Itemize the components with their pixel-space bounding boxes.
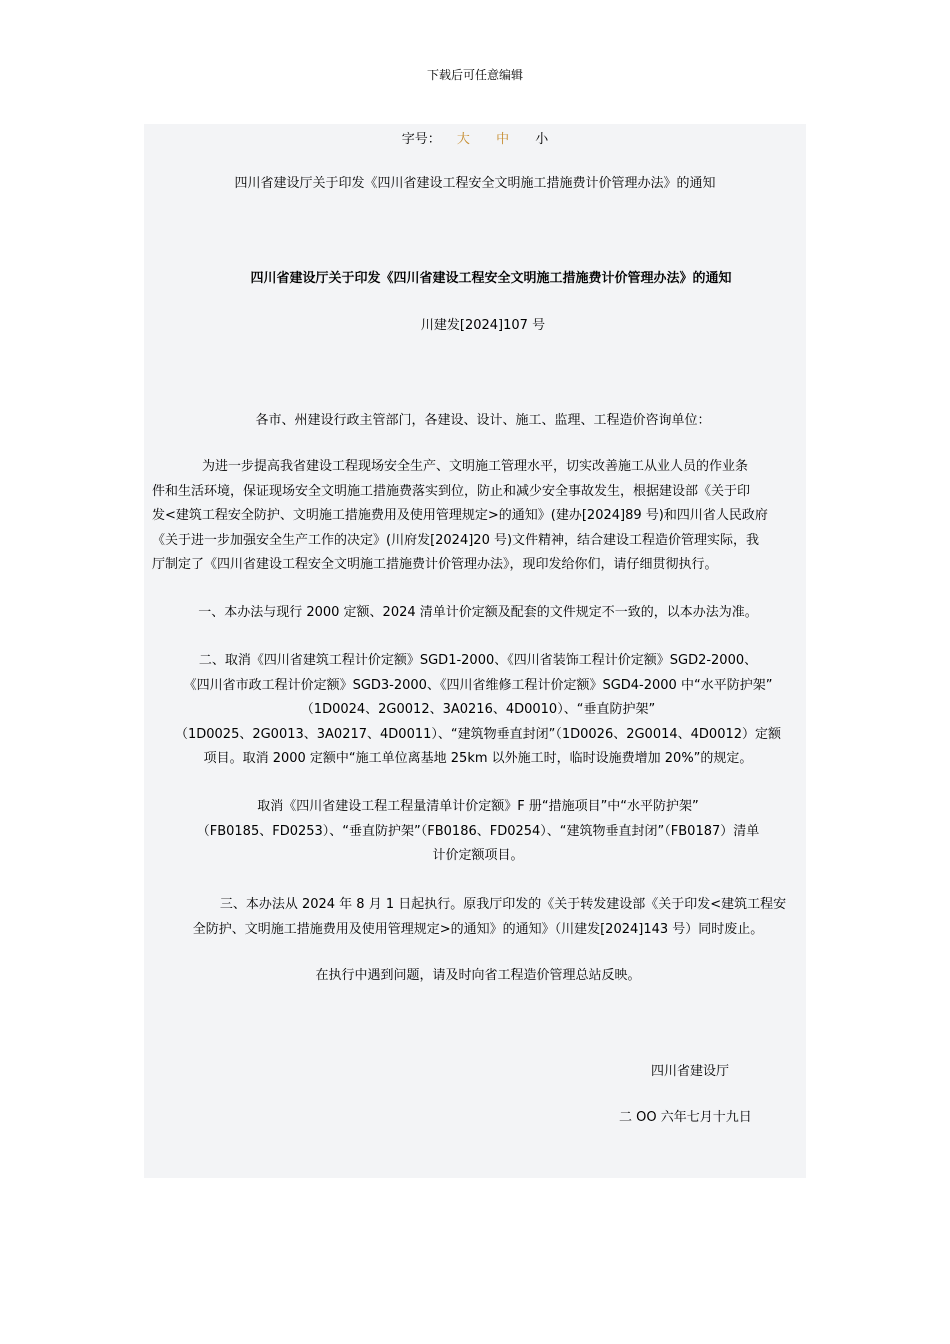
document-subtitle: 四川省建设厅关于印发《四川省建设工程安全文明施工措施费计价管理办法》的通知 <box>234 176 716 191</box>
document-number: 川建发[2024]107 号 <box>420 318 546 333</box>
item-2b-line: （FB0185、FD0253）、“垂直防护架”（FB0186、FD0254）、“建筑物垂直封闭”（FB0187）清单 <box>196 823 760 839</box>
item-1: 一、本办法与现行 2000 定额、2024 清单计价定额及配套的文件规定不一致的，以本办法为准。 <box>198 605 758 620</box>
item-2b-line: 计价定额项目。 <box>432 848 524 863</box>
intro-paragraph <box>152 455 804 578</box>
item-2-line: （1D0025、2G0013、3A0217、4D0011）、“建筑物垂直封闭”（1D0026、2G0014、4D0012）定额 <box>174 726 782 742</box>
item-2-line: 二、取消《四川省建筑工程计价定额》SGD1-2000、《四川省装饰工程计价定额》SGD2-2000、 <box>198 653 758 668</box>
intro-line: 件和生活环境，保证现场安全文明施工措施费落实到位，防止和减少安全事故发生，根据建设部《关于印 <box>152 483 751 499</box>
intro-line: 发<建筑工程安全防护、文明施工措施费用及使用管理规定>的通知》(建办[2024]89 号)和四川省人民政府 <box>152 508 768 523</box>
intro-line: 厅制定了《四川省建设工程安全文明施工措施费计价管理办法》，现印发给你们，请仔细贯彻执行。 <box>152 557 718 572</box>
font-size-control <box>0 128 950 147</box>
item-2b-line: 取消《四川省建设工程工程量清单计价定额》F 册“措施项目”中“水平防护架” <box>257 799 699 814</box>
document-title: 四川省建设厅关于印发《四川省建设工程安全文明施工措施费计价管理办法》的通知 <box>250 271 732 286</box>
item-2b-paragraph <box>152 795 804 869</box>
intro-line: 为进一步提高我省建设工程现场安全生产、文明施工管理水平，切实改善施工从业人员的作业条 <box>202 459 749 474</box>
item-2-line: 《四川省市政工程计价定额》SGD3-2000、《四川省维修工程计价定额》SGD4-2000 中“水平防护架” <box>183 677 773 693</box>
closing-sentence: 在执行中遇到问题，请及时向省工程造价管理总站反映。 <box>315 968 641 983</box>
signing-date: 二 OO 六年七月十九日 <box>619 1110 752 1125</box>
item-3-paragraph <box>152 893 804 942</box>
header-note: 下载后可任意编辑 <box>426 68 523 82</box>
salutation: 各市、州建设行政主管部门，各建设、设计、施工、监理、工程造价咨询单位： <box>255 413 711 428</box>
font-size-label: 字号： <box>401 132 441 147</box>
font-size-medium-link[interactable]: 中 <box>496 132 510 147</box>
font-size-small-link[interactable]: 小 <box>535 132 549 147</box>
font-size-large-link[interactable]: 大 <box>456 132 470 147</box>
item-2-line: （1D0024、2G0012、3A0216、4D0010）、“垂直防护架” <box>300 702 656 717</box>
intro-line: 《关于进一步加强安全生产工作的决定》(川府发[2024]20 号)文件精神，结合建设工程造价管理实际，我 <box>152 532 760 548</box>
item-2-line: 项目。取消 2000 定额中“施工单位离基地 25km 以外施工时，临时设施费增加 20%”的规定。 <box>203 751 753 766</box>
item-2-paragraph <box>152 649 804 772</box>
item-3-line: 三、本办法从 2024 年 8 月 1 日起执行。原我厅印发的《关于转发建设部《关于印发<建筑工程安 <box>219 897 787 912</box>
signer: 四川省建设厅 <box>651 1064 730 1079</box>
item-3-line: 全防护、文明施工措施费用及使用管理规定>的通知》的通知》（川建发[2024]143 号）同时废止。 <box>192 921 764 937</box>
